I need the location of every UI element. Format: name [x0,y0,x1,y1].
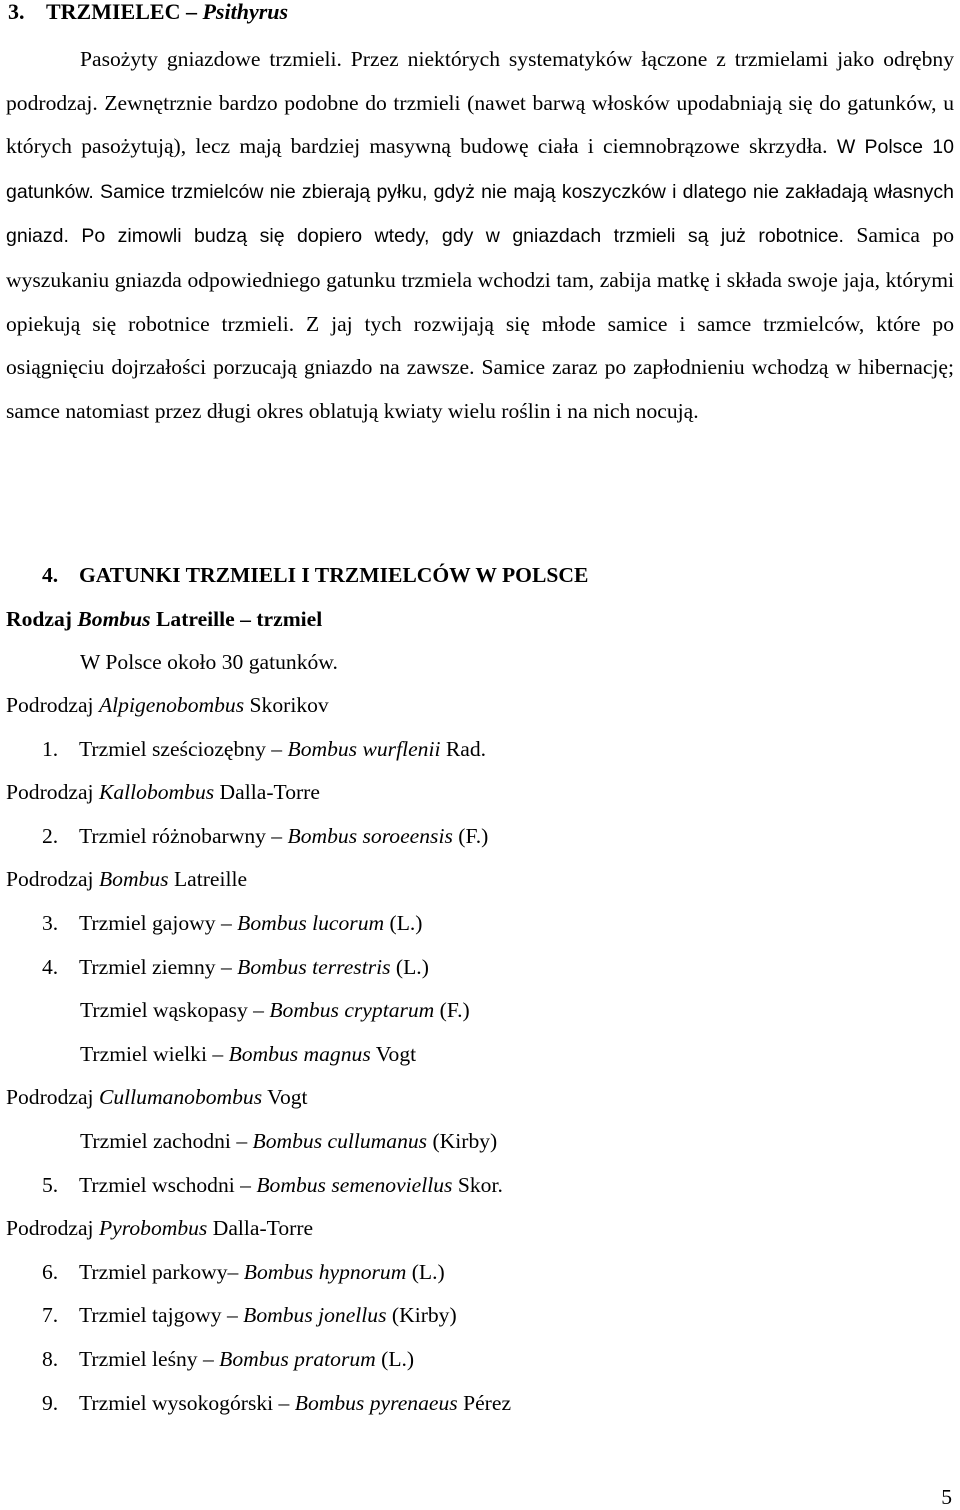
species-author: (Kirby) [427,1129,498,1153]
genus-heading [6,603,322,635]
species-common-name: Trzmiel wielki – [80,1041,229,1066]
subgenus-author: Latreille [168,867,248,892]
species-number: 8. [42,1347,59,1371]
species-common-name: Trzmiel sześciozębny – [79,736,288,761]
species-author: (Kirby) [386,1303,457,1328]
species-common-name: Trzmiel ziemny – [79,954,238,979]
subgenus-author: Dalla-Torre [207,1216,314,1241]
subgenus-author: Dalla-Torre [214,780,320,805]
species-number: 1. [42,736,59,761]
species-latin-name: Bombus lucorum [237,911,385,935]
species-author: (L.) [390,954,429,979]
species-line [42,1343,414,1375]
description-part-3: Samica po wyszukaniu gniazda odpowiedniego gatunku trzmiela wchodzi tam, zabija matkę i składa swoje jaja, którymi opiekują się robotnice trzmieli. Z jaj tych rozwijają się młode samice i samce trzmielców, które po osiągnięciu dojrzałości porzucają gniazdo na zawsze. Samice zaraz po zapłodnieniu wchodzą w hibernację; samce natomiast przez długi okres oblatują kwiaty wielu roślin i na nich nocują. [6,223,954,423]
subgenus-name: Alpigenobombus [98,693,245,717]
species-line [42,1256,445,1288]
subgenus-name: Bombus [98,867,169,892]
species-latin-name: Bombus cryptarum [269,998,435,1023]
section-3-title-latin: Psithyrus [202,0,289,24]
species-common-name: Trzmiel wysokogórski – [79,1390,295,1415]
species-line [80,1038,416,1070]
subgenus-prefix: Podrodzaj [6,1216,99,1241]
subgenus-author: Vogt [262,1085,308,1110]
species-latin-name: Bombus pyrenaeus [294,1390,458,1415]
species-line [42,1299,457,1331]
species-common-name: Trzmiel zachodni – [80,1129,253,1153]
species-author: Pérez [457,1390,512,1415]
species-line [42,1169,503,1201]
subgenus-name: Pyrobombus [98,1216,208,1241]
page-number: 5 [941,1485,952,1509]
species-number: 4. [42,954,59,979]
species-latin-name: Bombus pratorum [219,1347,376,1371]
species-line [80,994,470,1026]
subgenus-line [6,1081,308,1113]
subgenus-line [6,1212,313,1244]
genus-suffix: Latreille – trzmiel [150,607,323,631]
subgenus-line [6,863,247,895]
species-common-name: Trzmiel wschodni – [79,1172,257,1197]
species-author: (L.) [384,911,423,935]
genus-name: Bombus [77,607,151,631]
species-latin-name: Bombus hypnorum [243,1259,407,1284]
species-author: (L.) [375,1347,415,1371]
genus-prefix: Rodzaj [6,607,78,631]
species-latin-name: Bombus jonellus [243,1303,387,1328]
species-number: 2. [42,823,59,848]
species-line [42,733,486,765]
subgenus-line [6,776,320,808]
description-part-1: Pasożyty gniazdowe trzmieli. Przez niektórych systematyków łączone z trzmielami jako odrębny podrodzaj. Zewnętrznie bardzo podobne do trzmieli (nawet barwą włosków upodabniają się do gatunków, u których pasożytują), lecz mają bardziej masywną budowę ciała i ciemnobrązowe skrzydła. [6,47,954,159]
species-common-name: Trzmiel gajowy – [79,911,238,935]
species-latin-name: Bombus soroeensis [287,823,453,848]
species-number: 7. [42,1303,59,1328]
section-3-heading [8,0,288,28]
subgenus-prefix: Podrodzaj [6,693,99,717]
species-number: 5. [42,1172,59,1197]
species-line [42,951,429,983]
description-part-2: W Polsce 10 gatunków. Samice trzmielców nie zbierają pyłku, gdyż nie mają koszyczków i dlatego nie zakładają własnych gniazd. Po zimowli budzą się dopiero wtedy, gdy w gniazdach trzmieli są już robotnice. [6,136,954,248]
section-4-number: 4. [42,563,59,587]
species-common-name: Trzmiel tajgowy – [79,1303,244,1328]
species-number: 3. [42,911,59,935]
genus-note: W Polsce około 30 gatunków. [80,650,338,674]
species-author: (F.) [434,998,470,1023]
species-author: Vogt [370,1041,417,1066]
subgenus-author: Skorikov [244,693,329,717]
subgenus-name: Cullumanobombus [98,1085,263,1110]
species-line [42,820,488,852]
species-common-name: Trzmiel wąskopasy – [80,998,270,1023]
species-author: Skor. [452,1172,503,1197]
species-latin-name: Bombus semenoviellus [256,1172,453,1197]
subgenus-prefix: Podrodzaj [6,780,99,805]
species-author: (L.) [406,1259,445,1284]
subgenus-prefix: Podrodzaj [6,867,99,892]
species-line [42,1387,511,1419]
subgenus-prefix: Podrodzaj [6,1085,99,1110]
species-number: 6. [42,1259,59,1284]
species-number: 9. [42,1390,59,1415]
species-common-name: Trzmiel różnobarwny – [79,823,288,848]
species-latin-name: Bombus magnus [228,1041,371,1066]
section-4-title: GATUNKI TRZMIELI I TRZMIELCÓW W POLSCE [79,563,589,587]
species-common-name: Trzmiel parkowy– [79,1259,244,1284]
species-author: (F.) [452,823,489,848]
species-line [80,1125,497,1157]
species-common-name: Trzmiel leśny – [79,1347,220,1371]
species-latin-name: Bombus terrestris [237,954,391,979]
section-3-number: 3. [8,0,25,24]
section-4-heading [42,559,588,591]
species-latin-name: Bombus wurflenii [287,736,441,761]
species-line [42,907,422,939]
subgenus-name: Kallobombus [98,780,215,805]
subgenus-line [6,689,329,721]
species-author: Rad. [440,736,487,761]
species-latin-name: Bombus cullumanus [252,1129,428,1153]
section-3-title: TRZMIELEC – [46,0,203,24]
psithyrus-description [6,38,954,433]
